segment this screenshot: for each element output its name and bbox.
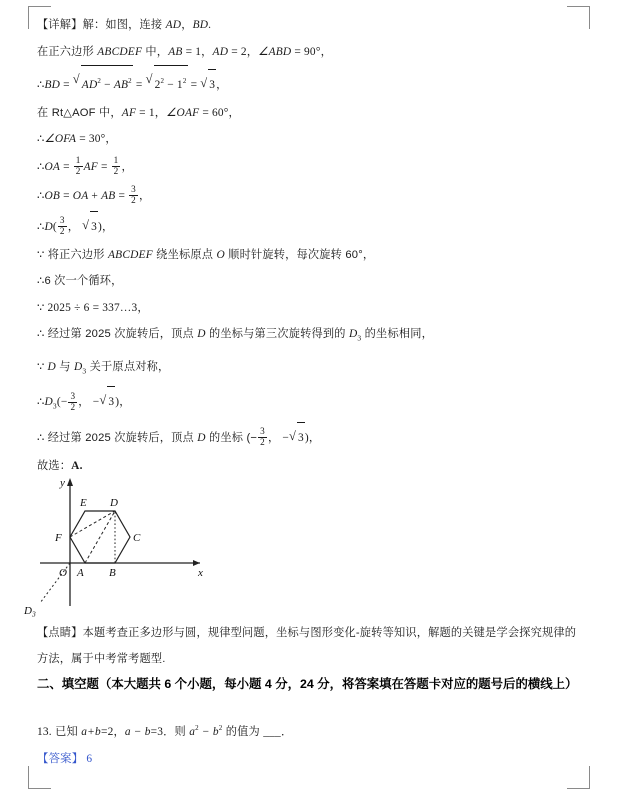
fraction-one-half	[74, 156, 83, 177]
exponent-2: 2	[195, 724, 199, 732]
solution-line-rotation-premise	[37, 242, 585, 269]
value-ab: = 1	[182, 45, 202, 58]
radicand: 3	[107, 386, 115, 417]
solution-line-d3-coord	[37, 386, 585, 421]
sep: ，	[102, 220, 114, 233]
therefore-symbol: ∴	[37, 275, 45, 288]
point-d: D	[197, 328, 206, 341]
label-vertex-d: D	[110, 497, 118, 509]
text-six-cycle: 6 次一个循环，	[44, 275, 123, 288]
text-in-hexagon: 在正六边形	[37, 45, 98, 58]
radical-3	[82, 211, 98, 242]
solution-line-same-coord	[37, 321, 585, 352]
equals: =	[60, 78, 73, 91]
num-3: 3	[209, 78, 216, 91]
therefore-symbol: ∴	[37, 78, 45, 91]
text-origin-symmetric: 关于原点对称，	[86, 361, 170, 374]
point-d: D	[197, 431, 206, 444]
angle-ofa: ∠OFA	[44, 133, 77, 146]
denominator: 2	[75, 166, 81, 177]
sep: ，	[201, 45, 213, 58]
subscript-3: 3	[357, 333, 362, 343]
sep: ，	[228, 106, 240, 119]
label-vertex-a: A	[77, 567, 84, 579]
value-ad: = 2	[228, 45, 247, 58]
solution-line-oa	[37, 153, 585, 182]
sep: ，	[78, 396, 90, 409]
text-rotate: 将正六边形	[44, 248, 109, 261]
solution-line-bd-computation	[37, 65, 585, 100]
ab-term: AB	[113, 78, 129, 91]
label-vertex-e: E	[80, 497, 87, 509]
radical-3	[99, 386, 115, 417]
minus: −	[92, 396, 100, 409]
tip-text: 本题考查正多边形与圆，规律型问题，坐标与图形变化-旋转等知识，解题的关键是学会探究规律的方法，属于中考常考题型.	[37, 627, 577, 665]
text-then: ．则	[163, 725, 190, 738]
therefore-symbol: ∴	[37, 328, 45, 341]
fraction-three-halves	[58, 216, 67, 237]
because-symbol: ∵	[37, 361, 45, 374]
label-vertex-c: C	[133, 532, 141, 544]
denominator: 2	[59, 226, 65, 237]
sep: ，	[105, 133, 117, 146]
solution-line-cycle	[37, 268, 585, 295]
fraction-three-halves	[129, 185, 138, 206]
text-same-coord: 的坐标相同，	[361, 328, 433, 341]
exponent: 2	[160, 77, 165, 85]
label-origin-o: O	[59, 567, 67, 579]
radicand: 3	[90, 211, 98, 242]
paren-close: )	[115, 396, 120, 409]
question-13-answer-line	[37, 744, 585, 774]
subscript-3: 3	[31, 609, 36, 618]
segment-ob: OB	[44, 189, 61, 202]
solution-line-final-coord	[37, 422, 585, 453]
label-vertex-f: F	[55, 532, 62, 544]
equals: =	[97, 160, 111, 173]
solution-line-ob	[37, 182, 585, 211]
numerator: 3	[131, 184, 136, 195]
paren-open-neg: (−	[56, 396, 68, 409]
period: ．	[280, 725, 293, 738]
expr-minus-b: − b	[198, 725, 219, 738]
numerator: 1	[75, 155, 81, 166]
denominator: 2	[131, 195, 136, 206]
text-after-2025: 经过第 2025 次旋转后，顶点	[44, 328, 198, 341]
solution-line-detail-header	[37, 12, 585, 39]
denominator: 2	[70, 401, 76, 412]
value-angle-ofa: = 30°	[76, 133, 106, 146]
segment-oa: OA	[44, 160, 61, 173]
point-d: D	[44, 220, 53, 233]
therefore-symbol: ∴	[37, 160, 45, 173]
numerator: 3	[70, 390, 76, 401]
text-given: 已知	[51, 725, 82, 738]
solution-line-angle-ofa	[37, 126, 585, 153]
value-3: 3	[157, 725, 164, 738]
because-symbol: ∵	[37, 248, 45, 261]
x-axis-arrow	[193, 560, 200, 566]
answer-value: 6	[86, 752, 93, 765]
text-choose: 故选：	[37, 459, 72, 472]
equals: =	[150, 725, 158, 738]
equals: =	[60, 160, 73, 173]
expression-a-minus-b: a − b	[124, 725, 151, 738]
radical-3	[200, 69, 216, 100]
segment-ad: AD	[165, 19, 182, 31]
sep: ，	[320, 45, 332, 58]
radical-2: √ $2^2 - 1^2$	[146, 65, 188, 100]
segment-af: AF	[121, 106, 137, 119]
label-x-axis: x	[198, 567, 203, 579]
text-and: 与	[55, 361, 74, 374]
segment-ab: AB	[168, 45, 183, 58]
label-y-axis: y	[60, 477, 65, 489]
paren-close: )	[98, 220, 103, 233]
sep: ，	[308, 431, 321, 444]
numerator: 1	[113, 155, 119, 166]
denominator: 2	[260, 437, 265, 448]
because-symbol: ∵	[37, 301, 45, 314]
paren-open: (	[52, 220, 57, 233]
dashed-segment-fd	[70, 511, 115, 537]
therefore-symbol: ∴	[37, 220, 45, 233]
text-rt-triangle: 在 Rt△AOF 中，	[37, 106, 122, 119]
point-d: D	[44, 361, 56, 374]
sep: ，	[119, 396, 131, 409]
fraction-one-half-2	[112, 156, 121, 177]
answer-choice-a: A.	[71, 459, 83, 472]
minus: −	[282, 431, 290, 444]
exponent-2: 2	[218, 724, 223, 732]
solution-line-symmetry	[37, 352, 585, 386]
label-point-d3: $D_3$	[24, 605, 36, 618]
period: .	[208, 19, 212, 31]
numerator: 3	[59, 215, 65, 226]
therefore-symbol: ∴	[37, 431, 45, 444]
numerator: 3	[260, 426, 265, 437]
denominator: 2	[113, 166, 119, 177]
solution-line-hexagon-given	[37, 39, 585, 66]
value-angle-oaf: = 60°	[199, 106, 229, 119]
hexagon-name: ABCDEF	[108, 248, 153, 261]
answer-label: 【答案】	[37, 752, 84, 765]
value-af: = 1	[136, 106, 155, 119]
fraction-three-halves	[68, 392, 77, 413]
detail-text: 解：如图，连接	[82, 19, 166, 31]
text-coord-open: 的坐标 (−	[205, 431, 258, 444]
value-angle-abd: = 90°	[291, 45, 321, 58]
solution-line-rt-aof	[37, 100, 585, 127]
segment-oa: OA	[72, 189, 89, 202]
dashed-segment-ad	[85, 511, 115, 563]
segment-ab: AB	[101, 189, 116, 202]
sep: ，	[138, 189, 151, 202]
sep: ，	[267, 431, 280, 444]
therefore-symbol: ∴	[37, 189, 45, 202]
expression-a-plus-b: a+b	[81, 725, 101, 738]
answer-blank[interactable]: ___	[263, 725, 281, 738]
point-d3: D	[73, 361, 83, 374]
tip-label: 【点睛】	[37, 627, 83, 639]
num-1: 1	[176, 78, 183, 91]
plus: +	[88, 189, 102, 202]
sep: ，	[67, 220, 80, 233]
equals: =	[187, 78, 201, 91]
exponent: 2	[97, 77, 102, 85]
value-2: 2	[107, 725, 114, 738]
text-zhong: 中，	[142, 45, 169, 58]
expr-a: a	[189, 725, 196, 738]
hexagon-name: ABCDEF	[97, 45, 143, 58]
text-clockwise: 顺时针旋转，每次旋转 60°，	[224, 248, 375, 261]
sep: ，	[121, 160, 133, 173]
document-body	[37, 12, 585, 479]
subscript-3: 3	[52, 401, 57, 411]
point-d3: D	[348, 328, 358, 341]
therefore-symbol: ∴	[37, 396, 45, 409]
section-two-heading: 二、填空题（本大题共 6 个小题，每小题 4 分，24 分，将答案填在答题卡对应的题号后的横线上）	[37, 677, 578, 691]
point-d3: D	[44, 396, 53, 409]
sep: ，	[113, 725, 125, 738]
angle-abd: ∠ABD	[258, 45, 292, 58]
y-axis-arrow	[67, 478, 73, 486]
angle-oaf: ∠OAF	[166, 106, 200, 119]
question-13-block	[37, 716, 585, 774]
segment-af: AF	[83, 160, 98, 173]
sep: ，	[181, 19, 193, 31]
equals: =	[132, 78, 146, 91]
text-around-origin: 绕坐标原点	[152, 248, 217, 261]
solution-line-point-d	[37, 211, 585, 242]
ad-term: AD	[81, 78, 98, 91]
section-two-block	[37, 672, 585, 697]
solution-line-division	[37, 295, 585, 322]
tip-paragraph	[37, 620, 585, 672]
equals: =	[115, 189, 129, 202]
equals: =	[60, 189, 73, 202]
tip-block	[37, 620, 585, 672]
segment-ad: AD	[212, 45, 229, 58]
segment-bd: BD	[192, 19, 209, 31]
fraction-three-halves	[258, 427, 267, 448]
division-expression: 2025 ÷ 6 = 337…3，	[44, 301, 150, 314]
point-o: O	[216, 248, 225, 261]
label-vertex-b: B	[109, 567, 116, 579]
exponent: 2	[182, 77, 187, 85]
segment-bd: BD	[44, 78, 61, 91]
subscript-3: 3	[82, 366, 87, 376]
question-number: 13.	[37, 725, 52, 738]
paren-close: )	[304, 431, 309, 444]
coordinate-figure	[22, 468, 232, 618]
text-third-rotation: 的坐标与第三次旋转得到的	[205, 328, 349, 341]
detail-label: 【详解】	[37, 19, 83, 31]
radicand: 3	[297, 422, 305, 453]
therefore-symbol: ∴	[37, 133, 45, 146]
text-value-is: 的值为	[222, 725, 264, 738]
figure-svg	[22, 468, 232, 618]
question-13-text	[37, 716, 585, 744]
exponent: 2	[128, 77, 132, 85]
radical-1: √ $AD^2 - AB^2$	[73, 65, 133, 100]
equals: =	[100, 725, 108, 738]
text-after-2025: 经过第 2025 次旋转后，顶点	[44, 431, 198, 444]
sep: ，	[246, 45, 259, 58]
num-2: 2	[154, 78, 161, 91]
sep: ，	[154, 106, 167, 119]
radical-3	[289, 422, 305, 453]
sep: ，	[216, 78, 228, 91]
